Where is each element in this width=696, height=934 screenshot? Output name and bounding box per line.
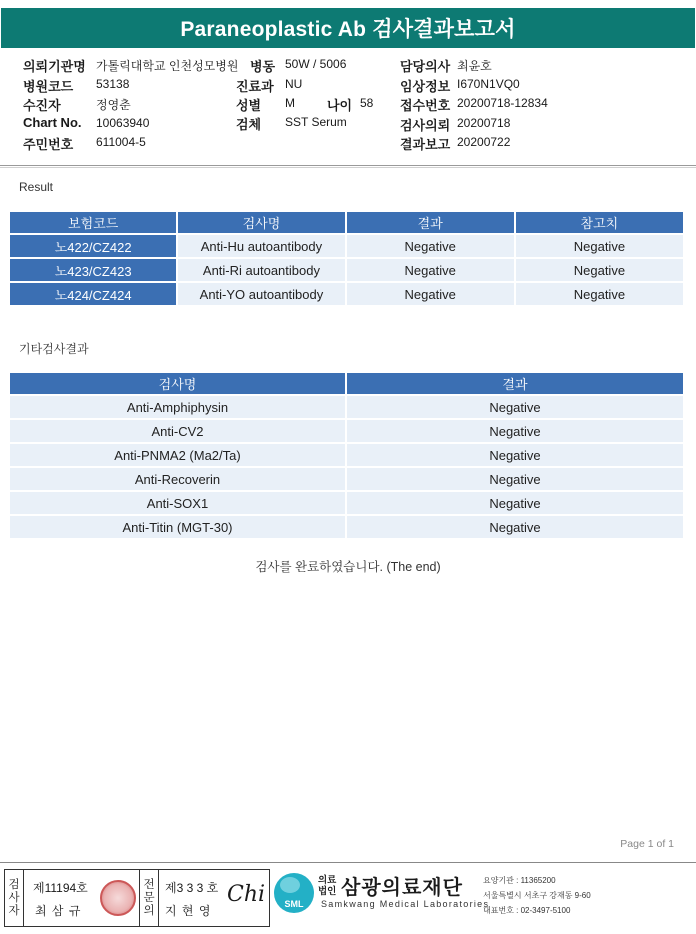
dept-label: 진료과 <box>236 79 274 94</box>
result-cell: Negative <box>347 259 514 281</box>
report-label: 결과보고 <box>400 137 451 152</box>
table-row <box>10 516 683 538</box>
corp-phone: 대표번호 : 02-3497-5100 <box>483 906 571 915</box>
hospital-label: 의뢰기관명 <box>23 59 86 74</box>
col-header-reference: 참고치 <box>516 212 683 233</box>
clinical-value: I670N1VQ0 <box>457 77 520 91</box>
col-header-test-name: 검사명 <box>10 373 345 394</box>
test-name-cell: Anti-Amphiphysin <box>10 396 345 418</box>
sml-logo-icon: SML <box>274 873 314 913</box>
reviewer-number: 제3 3 3 호 <box>165 881 219 895</box>
examiner-number: 제11194호 <box>33 881 88 895</box>
insurance-code-cell: 노424/CZ424 <box>10 283 176 305</box>
dept-value: NU <box>285 77 303 91</box>
col-header-test-name: 검사명 <box>178 212 344 233</box>
age-value: 58 <box>360 96 374 110</box>
chart-label: Chart No. <box>23 115 82 130</box>
result-header-row <box>10 212 683 233</box>
hospcode-value: 53138 <box>96 77 130 91</box>
table-row <box>10 492 683 514</box>
insurance-code-cell: 노422/CZ422 <box>10 235 176 257</box>
reviewer-name: 지 현 영 <box>165 904 212 918</box>
col-header-insurance-code: 보험코드 <box>10 212 176 233</box>
other-header-row <box>10 373 683 394</box>
doctor-label: 담당의사 <box>400 59 451 74</box>
result-cell: Negative <box>347 444 683 466</box>
col-header-result: 결과 <box>347 373 683 394</box>
specimen-label: 검체 <box>236 117 262 132</box>
result-cell: Negative <box>347 396 683 418</box>
reference-cell: Negative <box>516 235 683 257</box>
table-row <box>10 420 683 442</box>
signature-box <box>4 869 270 927</box>
examiner-seal <box>100 880 136 916</box>
id-label: 주민번호 <box>23 137 74 152</box>
hospcode-label: 병원코드 <box>23 79 74 94</box>
col-header-result: 결과 <box>347 212 514 233</box>
reviewer-signature: Chi <box>227 882 266 907</box>
footer-divider <box>0 862 696 863</box>
request-value: 20200718 <box>457 116 511 130</box>
reference-cell: Negative <box>516 283 683 305</box>
test-name-cell: Anti-Recoverin <box>10 468 345 490</box>
result-table <box>8 210 685 307</box>
doctor-value: 최윤호 <box>457 59 492 73</box>
test-name-cell: Anti-Ri autoantibody <box>178 259 344 281</box>
result-cell: Negative <box>347 492 683 514</box>
result-cell: Negative <box>347 468 683 490</box>
corp-name: 삼광의료재단 <box>341 877 463 899</box>
examiner-label: 검사자 <box>5 870 24 926</box>
table-row <box>10 468 683 490</box>
corp-prefix: 의료 법인 <box>318 875 337 897</box>
corp-address: 서울특별시 서초구 강재동 9-60 <box>483 891 591 900</box>
insurance-code-cell: 노423/CZ423 <box>10 259 176 281</box>
ward-value: 50W / 5006 <box>285 57 347 71</box>
specimen-value: SST Serum <box>285 115 347 129</box>
table-row <box>10 235 683 257</box>
test-name-cell: Anti-Titin (MGT-30) <box>10 516 345 538</box>
report-title: Paraneoplastic Ab 검사결과보고서 <box>1 8 695 48</box>
test-name-cell: Anti-PNMA2 (Ma2/Ta) <box>10 444 345 466</box>
hospital-value: 가톨릭대학교 인천성모병원 <box>96 59 239 73</box>
receipt-value: 20200718-12834 <box>457 96 548 110</box>
clinical-label: 임상정보 <box>400 79 451 94</box>
table-row <box>10 444 683 466</box>
request-label: 검사의뢰 <box>400 118 451 133</box>
institution-code: 요양기관 : 11365200 <box>483 876 556 885</box>
test-name-cell: Anti-Hu autoantibody <box>178 235 344 257</box>
result-cell: Negative <box>347 420 683 442</box>
test-name-cell: Anti-YO autoantibody <box>178 283 344 305</box>
sex-value: M <box>285 96 295 110</box>
patient-label: 수진자 <box>23 98 61 113</box>
table-row <box>10 396 683 418</box>
corp-english-name: Samkwang Medical Laboratories <box>321 899 490 909</box>
examiner-name: 최 삼 규 <box>35 904 82 918</box>
patient-value: 정영춘 <box>96 98 131 112</box>
table-row <box>10 283 683 305</box>
other-results-table <box>8 371 685 540</box>
header-divider-shadow <box>0 167 696 168</box>
result-cell: Negative <box>347 516 683 538</box>
ward-label: 병동 <box>250 59 276 74</box>
result-cell: Negative <box>347 235 514 257</box>
sex-label: 성별 <box>236 98 262 113</box>
report-value: 20200722 <box>457 135 511 149</box>
other-section-label: 기타검사결과 <box>19 342 89 356</box>
id-value: 611004-5 <box>96 135 146 149</box>
page-number: Page 1 of 1 <box>620 838 674 850</box>
result-section-label: Result <box>19 180 54 194</box>
reference-cell: Negative <box>516 259 683 281</box>
test-name-cell: Anti-SOX1 <box>10 492 345 514</box>
result-cell: Negative <box>347 283 514 305</box>
header-divider <box>0 165 696 166</box>
end-note: 검사를 완료하였습니다. (The end) <box>255 560 441 574</box>
chart-value: 10063940 <box>96 116 150 130</box>
table-row <box>10 259 683 281</box>
test-name-cell: Anti-CV2 <box>10 420 345 442</box>
reviewer-label: 전문의 <box>139 870 159 926</box>
patient-info-block <box>0 52 696 152</box>
age-label: 나이 <box>327 98 353 113</box>
receipt-label: 접수번호 <box>400 98 451 113</box>
